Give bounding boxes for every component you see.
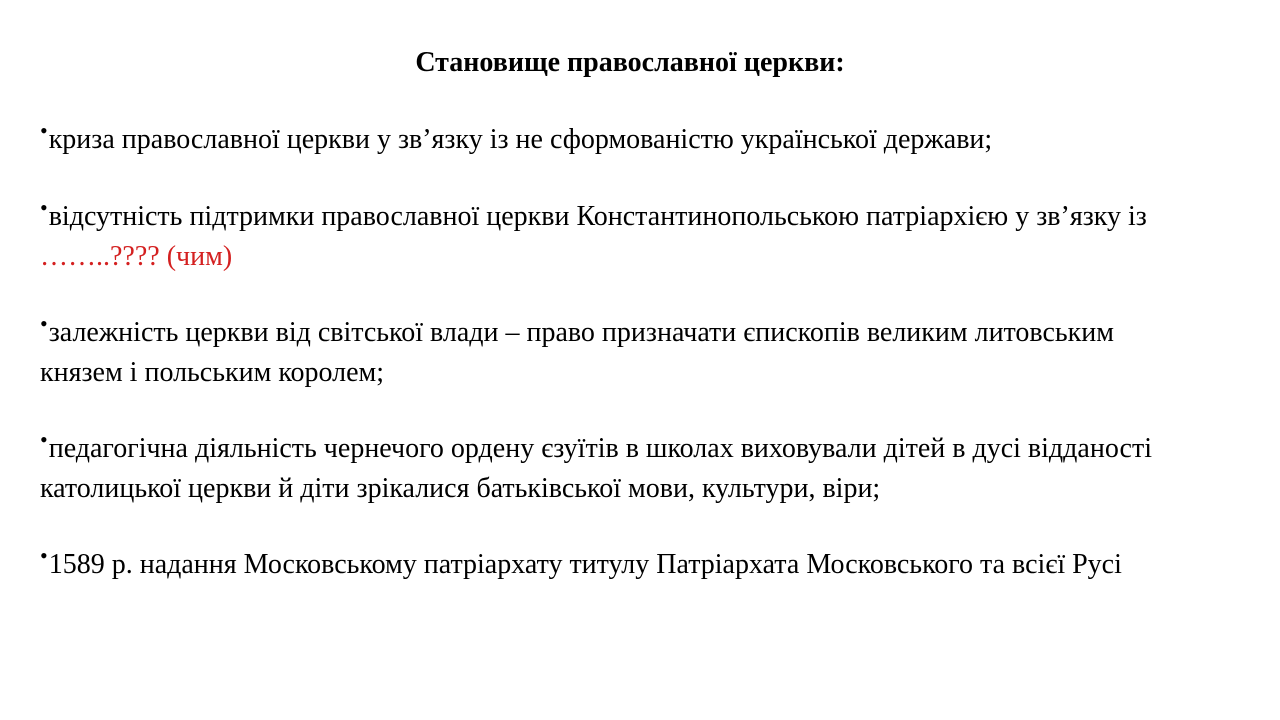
bullet-icon: • <box>40 543 48 568</box>
bullet-item <box>40 545 1200 585</box>
bullet-icon: • <box>40 118 48 143</box>
bullet-item <box>40 313 1200 392</box>
bullet-text: залежність церкви від світської влади – право призначати єпископів великим литовським князем і польським королем; <box>40 317 1114 388</box>
bullet-item <box>40 429 1200 508</box>
bullet-text: криза православної церкви у зв’язку із не сформованістю української держави; <box>48 124 993 155</box>
bullet-icon: • <box>40 195 48 220</box>
bullet-item <box>40 120 1200 160</box>
bullet-text: педагогічна діяльність чернечого ордену єзуїтів в школах виховували дітей в дусі відданості католицької церкви й діти зрікалися батьківської мови, культури, віри; <box>40 433 1152 504</box>
bullet-icon: • <box>40 311 48 336</box>
bullet-text: 1589 р. надання Московському патріархату титулу Патріархата Московського та всієї Русі <box>48 549 1122 580</box>
slide-title: Становище православної церкви: <box>415 47 845 78</box>
bullet-text: відсутність підтримки православної церкви Константинопольською патріархією у зв’язку із <box>48 201 1147 232</box>
bullet-list <box>40 120 1200 622</box>
bullet-icon: • <box>40 427 48 452</box>
bullet-item <box>40 197 1200 276</box>
highlighted-question-text: ……..???? (чим) <box>40 241 233 272</box>
